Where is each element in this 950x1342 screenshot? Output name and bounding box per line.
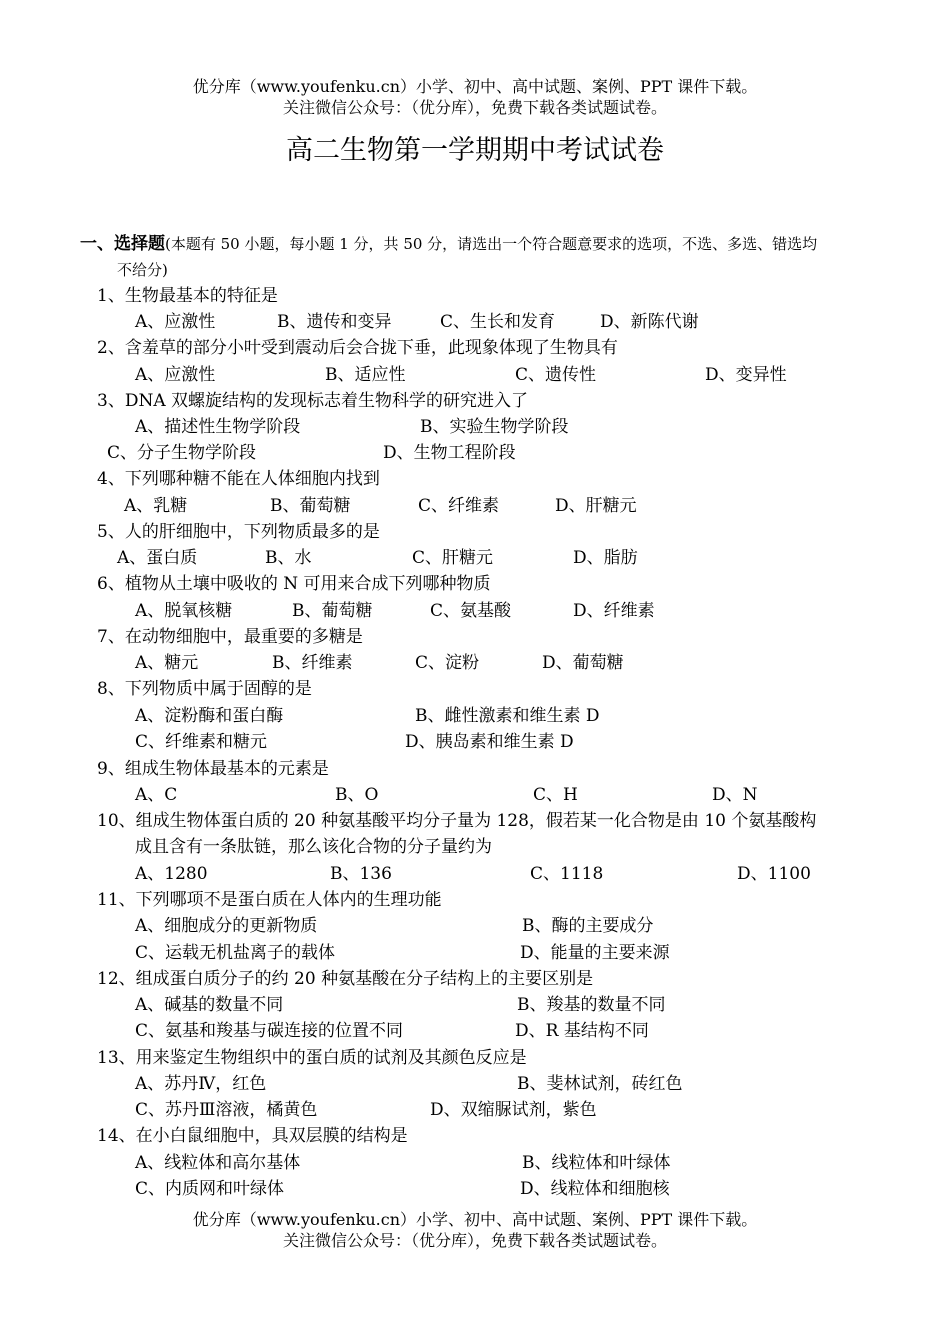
q5-option-c: C、肝糖元: [412, 548, 494, 568]
q5-option-d: D、脂肪: [573, 548, 638, 568]
q11-option-c: C、运载无机盐离子的载体: [135, 943, 336, 963]
q3-option-a: A、描述性生物学阶段: [135, 417, 301, 437]
question-stem-13: 13、用来鉴定生物组织中的蛋白质的试剂及其颜色反应是: [97, 1048, 527, 1068]
q12-option-d: D、R 基结构不同: [515, 1021, 649, 1041]
q10-option-a: A、1280: [135, 864, 208, 884]
question-stem-7: 7、在动物细胞中，最重要的多糖是: [97, 627, 363, 647]
q4-option-b: B、葡萄糖: [270, 496, 351, 516]
page-title: 高二生物第一学期期中考试试卷: [286, 135, 664, 166]
q8-option-a: A、淀粉酶和蛋白酶: [135, 706, 284, 726]
q6-option-a: A、脱氧核糖: [135, 601, 233, 621]
question-stem-3: 3、DNA 双螺旋结构的发现标志着生物科学的研究进入了: [97, 391, 529, 411]
q14-option-c: C、内质网和叶绿体: [135, 1179, 285, 1199]
q4-option-c: C、纤维素: [418, 496, 500, 516]
q1-option-a: A、应激性: [135, 312, 216, 332]
q14-option-a: A、线粒体和高尔基体: [135, 1153, 301, 1173]
q13-option-c: C、苏丹Ⅲ溶液，橘黄色: [135, 1100, 318, 1120]
q7-option-c: C、淀粉: [415, 653, 480, 673]
q6-option-d: D、纤维素: [573, 601, 655, 621]
question-stem-1: 1、生物最基本的特征是: [97, 286, 278, 306]
q2-option-c: C、遗传性: [515, 365, 597, 385]
q10-option-b: B、136: [330, 864, 392, 884]
q7-option-a: A、糖元: [135, 653, 199, 673]
q7-option-b: B、纤维素: [272, 653, 353, 673]
footer-line-1: 优分库（www.youfenku.cn）小学、初中、高中试题、案例、PPT 课件下载。: [192, 1210, 758, 1229]
q9-option-a: A、C: [135, 785, 178, 805]
q13-option-a: A、苏丹Ⅳ，红色: [135, 1074, 267, 1094]
question-stem-11: 11、下列哪项不是蛋白质在人体内的生理功能: [97, 890, 442, 910]
question-stem-12: 12、组成蛋白质分子的约 20 种氨基酸在分子结构上的主要区别是: [97, 969, 594, 989]
header-line-2: 关注微信公众号：（优分库），免费下载各类试题试卷。: [282, 98, 667, 117]
q14-option-d: D、线粒体和细胞核: [520, 1179, 670, 1199]
question-stem-5: 5、人的肝细胞中，下列物质最多的是: [97, 522, 380, 542]
question-stem-10-cont: 成且含有一条肽链，那么该化合物的分子量约为: [135, 837, 492, 857]
footer-line-2: 关注微信公众号：（优分库），免费下载各类试题试卷。: [282, 1231, 667, 1250]
section-heading: 一、选择题: [80, 234, 165, 254]
q2-option-d: D、变异性: [705, 365, 787, 385]
q5-option-b: B、水: [265, 548, 312, 568]
q8-option-c: C、纤维素和糖元: [135, 732, 268, 752]
q3-option-c: C、分子生物学阶段: [107, 443, 257, 463]
q9-option-c: C、H: [533, 785, 578, 805]
section-note-cont: 不给分): [117, 261, 168, 279]
q12-option-a: A、碱基的数量不同: [135, 995, 284, 1015]
q2-option-a: A、应激性: [135, 365, 216, 385]
q9-option-b: B、O: [335, 785, 379, 805]
question-stem-2: 2、含羞草的部分小叶受到震动后会合拢下垂，此现象体现了生物具有: [97, 338, 618, 358]
q14-option-b: B、线粒体和叶绿体: [522, 1153, 671, 1173]
q5-option-a: A、蛋白质: [117, 548, 198, 568]
question-stem-6: 6、植物从土壤中吸收的 N 可用来合成下列哪种物质: [97, 574, 491, 594]
q8-option-d: D、胰岛素和维生素 D: [405, 732, 574, 752]
q6-option-c: C、氨基酸: [430, 601, 512, 621]
section-heading-line: [80, 233, 817, 255]
question-stem-14: 14、在小白鼠细胞中，具双层膜的结构是: [97, 1126, 408, 1146]
q13-option-b: B、斐林试剂，砖红色: [517, 1074, 683, 1094]
q12-option-b: B、羧基的数量不同: [517, 995, 666, 1015]
section-note: (本题有 50 小题，每小题 1 分，共 50 分，请选出一个符合题意要求的选项，不选、多选、错选均: [165, 235, 818, 253]
q4-option-a: A、乳糖: [124, 496, 188, 516]
question-stem-9: 9、组成生物体最基本的元素是: [97, 759, 329, 779]
q11-option-b: B、酶的主要成分: [522, 916, 654, 936]
q8-option-b: B、雌性激素和维生素 D: [415, 706, 600, 726]
q4-option-d: D、肝糖元: [555, 496, 637, 516]
q10-option-c: C、1118: [530, 864, 604, 884]
q3-option-d: D、生物工程阶段: [383, 443, 516, 463]
q11-option-d: D、能量的主要来源: [520, 943, 670, 963]
q1-option-d: D、新陈代谢: [600, 312, 699, 332]
q1-option-b: B、遗传和变异: [277, 312, 392, 332]
question-stem-10: 10、组成生物体蛋白质的 20 种氨基酸平均分子量为 128，假若某一化合物是由 10 个氨基酸构: [97, 811, 817, 831]
q12-option-c: C、氨基和羧基与碳连接的位置不同: [135, 1021, 404, 1041]
q1-option-c: C、生长和发育: [440, 312, 556, 332]
q2-option-b: B、适应性: [325, 365, 406, 385]
q7-option-d: D、葡萄糖: [542, 653, 624, 673]
q13-option-d: D、双缩脲试剂，紫色: [430, 1100, 597, 1120]
question-stem-4: 4、下列哪种糖不能在人体细胞内找到: [97, 469, 380, 489]
q3-option-b: B、实验生物学阶段: [420, 417, 569, 437]
q11-option-a: A、细胞成分的更新物质: [135, 916, 318, 936]
q6-option-b: B、葡萄糖: [292, 601, 373, 621]
q10-option-d: D、1100: [737, 864, 811, 884]
question-stem-8: 8、下列物质中属于固醇的是: [97, 679, 312, 699]
header-line-1: 优分库（www.youfenku.cn）小学、初中、高中试题、案例、PPT 课件下载。: [192, 77, 758, 96]
q9-option-d: D、N: [712, 785, 758, 805]
